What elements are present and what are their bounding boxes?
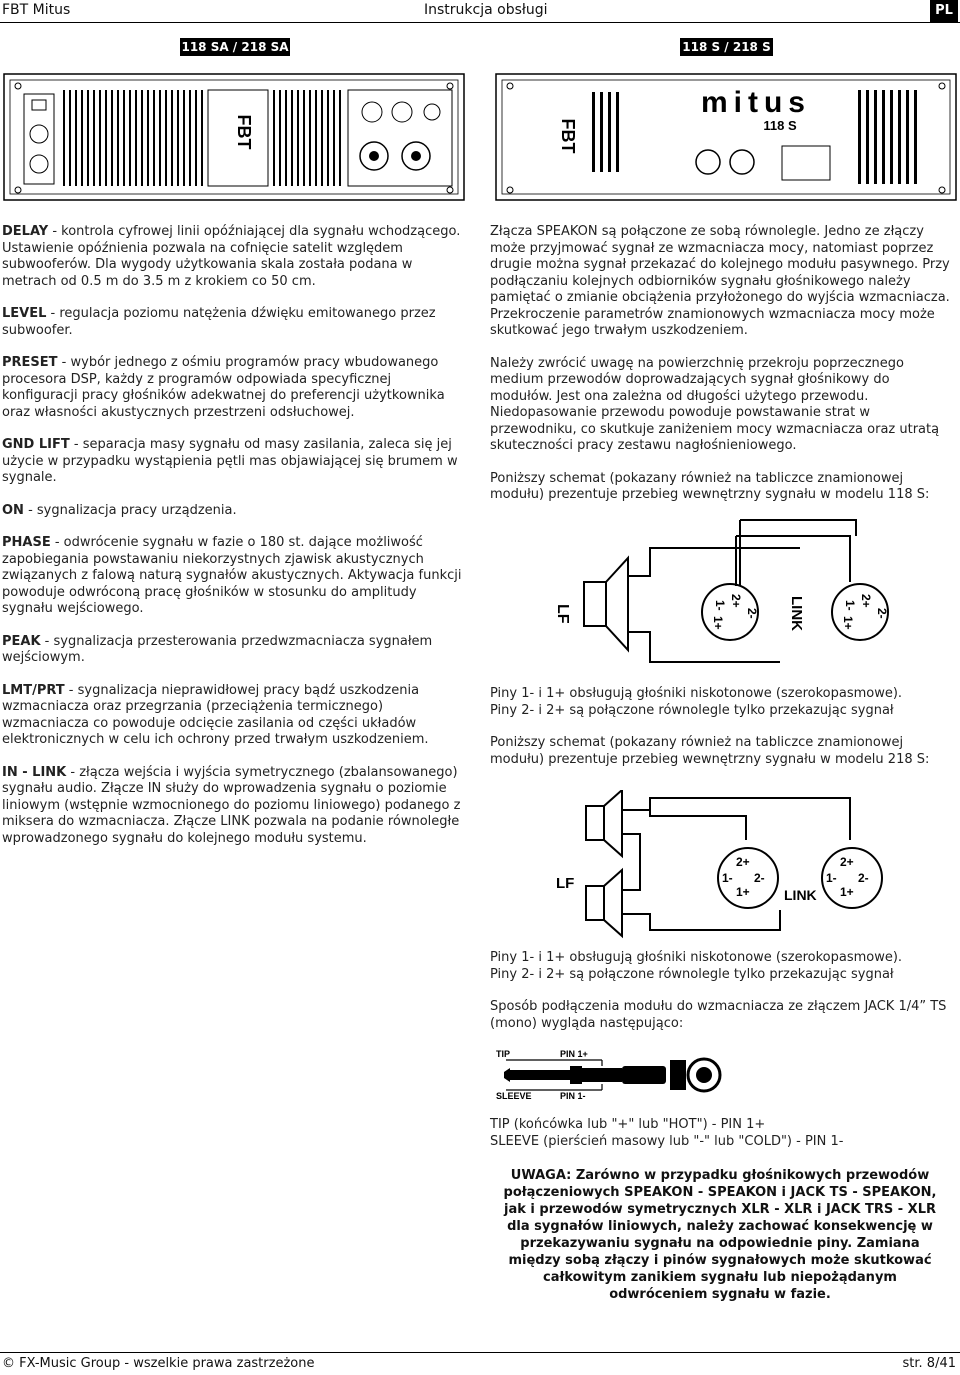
svg-text:1-: 1- <box>826 871 837 885</box>
footer-page-number: str. 8/41 <box>902 1356 956 1371</box>
right-column <box>490 224 952 520</box>
svg-text:1-: 1- <box>713 600 727 611</box>
link-label: LINK <box>788 596 805 631</box>
svg-text:2-: 2- <box>754 871 765 885</box>
rear-panel-illustration <box>2 72 958 204</box>
cable-paragraph: Należy zwrócić uwagę na powierzchnię przekroju poprzecznego medium przewodów doprowadzających sygnał głośnikowy do modułów. Jest ona zależna od długości użytego przewodu. Niedopasowanie przewodu powoduje powstawanie strat w przewodniku, co skutkuje zaniżeniem mocy wzmacniacza oraz utratą skuteczności pracy zestawu nagłośnieniowego. <box>490 355 940 453</box>
peak-paragraph: PEAK - sygnalizacja przesterowania przedwzmacniacza sygnałem wejściowym. <box>2 633 433 665</box>
jack-to-speakon-diagram <box>492 1048 732 1104</box>
svg-text:FBT: FBT <box>558 118 578 154</box>
svg-text:1+: 1+ <box>711 616 725 630</box>
svg-text:1-: 1- <box>722 871 733 885</box>
phase-paragraph: PHASE - odwrócenie sygnału w fazie o 180 st. dające możliwość zapobiegania powstawaniu niekorzystnych zjawisk akustycznych związanych z falową naturą sygnałów akustycznych. Aktywacja funkcji powoduje odwróconą pracę głośników w stosunku do amplitudy sygnału wejściowego. <box>2 535 462 616</box>
svg-text:2+: 2+ <box>840 855 854 869</box>
right-column-jack-pins <box>490 1117 952 1150</box>
wiring-diagram-118s <box>540 516 920 676</box>
svg-text:118 S: 118 S <box>763 118 797 133</box>
svg-text:1+: 1+ <box>841 616 855 630</box>
page-header <box>0 0 960 24</box>
panel-118s <box>496 74 956 200</box>
pin1m-label: PIN 1- <box>560 1091 586 1101</box>
model-tab-right: 118 S / 218 S <box>680 38 773 56</box>
speakon-paragraph: Złącza SPEAKON są połączone ze sobą równolegle. Jedno ze złączy może przyjmować sygnał ze wzmacniacza mocy, natomiast poprzez drugie można sygnał przekazać do kolejnego modułu pasywnego. Przy podłączaniu kolejnych odbiorników sygnału głośnikowego należy pamiętać o zmianie obciążenia przyłożonego do wyjścia wzmacniacza. Przekroczenie parametrów znamionowych wzmacniacza mocy może skutkować jego trwałym uszkodzeniem. <box>490 224 950 338</box>
panel-118sa <box>4 74 464 200</box>
wiring-diagram-218s <box>550 790 910 940</box>
header-brand: FBT Mitus <box>2 2 71 18</box>
svg-text:FBT: FBT <box>234 114 254 150</box>
pins-note-118s-b: Piny 2- i 2+ są połączone równolegle tylko przekazując sygnał <box>490 702 894 718</box>
pins-note-218s-b: Piny 2- i 2+ są połączone równolegle tylko przekazując sygnał <box>490 966 894 982</box>
left-column <box>2 224 464 863</box>
footer-copyright: © FX-Music Group - wszelkie prawa zastrzeżone <box>2 1356 315 1371</box>
schema-218s-intro: Poniższy schemat (pokazany również na tabliczce znamionowej modułu) prezentuje przebieg wewnętrzny sygnału w modelu 218 S: <box>490 735 930 767</box>
level-paragraph: LEVEL - regulacja poziomu natężenia dźwięku emitowanego przez subwoofer. <box>2 306 436 338</box>
svg-text:1+: 1+ <box>840 885 854 899</box>
lf-label-2: LF <box>556 875 575 892</box>
schema-118s-intro: Poniższy schemat (pokazany również na tabliczce znamionowej modułu) prezentuje przebieg wewnętrzny sygnału w modelu 118 S: <box>490 470 930 502</box>
footer-divider <box>0 1352 960 1353</box>
on-paragraph: ON - sygnalizacja pracy urządzenia. <box>2 502 237 518</box>
lf-label: LF <box>554 604 571 624</box>
svg-text:2+: 2+ <box>736 855 750 869</box>
pin1p-label: PIN 1+ <box>560 1049 588 1059</box>
pins-note-118s-a: Piny 1- i 1+ obsługują głośniki niskotonowe (szerokopasmowe). <box>490 686 903 701</box>
svg-text:2-: 2- <box>875 608 889 619</box>
svg-text:2+: 2+ <box>859 594 873 608</box>
language-badge: PL <box>930 0 958 22</box>
svg-text:2-: 2- <box>858 871 869 885</box>
svg-text:1+: 1+ <box>736 885 750 899</box>
right-column-mid <box>490 686 952 784</box>
svg-text:1-: 1- <box>843 600 857 611</box>
svg-text:mitus: mitus <box>700 86 812 119</box>
pins-note-218s-a: Piny 1- i 1+ obsługują głośniki niskotonowe (szerokopasmowe). <box>490 950 903 965</box>
sleeve-pin-note: SLEEVE (pierścień masowy lub "-" lub "COLD") - PIN 1- <box>490 1133 844 1149</box>
right-column-lower <box>490 950 952 1048</box>
header-divider <box>0 22 960 23</box>
sleeve-label: SLEEVE <box>496 1091 532 1101</box>
header-document-title: Instrukcja obsługi <box>424 2 548 18</box>
svg-text:2+: 2+ <box>729 594 743 608</box>
svg-text:2-: 2- <box>745 608 759 619</box>
jack-intro: Sposób podłączenia modułu do wzmacniacza ze złączem JACK 1/4” TS (mono) wygląda następująco: <box>490 999 947 1031</box>
preset-paragraph: PRESET - wybór jednego z ośmiu programów pracy wbudowanego procesora DSP, każdy z programów odpowiada specyficznej konfiguracji pracy głośników adekwatnej do preferencji użytkownika oraz własności akustycznych przestrzeni odsłuchowej. <box>2 355 445 420</box>
model-tab-left: 118 SA / 218 SA <box>181 40 289 54</box>
tip-label: TIP <box>496 1049 511 1059</box>
gnd-lift-paragraph: GND LIFT - separacja masy sygnału od masy zasilania, zaleca się jej użycie w przypadku wystąpienia pętli mas objawiającej się brumem w sygnale. <box>2 437 458 485</box>
lmt-prt-paragraph: LMT/PRT - sygnalizacja nieprawidłowej pracy bądź uszkodzenia wzmacniacza oraz przegrzania (przeciążenia termicznego) wzmacniacza co powoduje odcięcie zasilania od części układów elektronicznych w celu ich ochrony przed trwałym uszkodzeniem. <box>2 682 429 747</box>
link-label-2: LINK <box>784 887 817 903</box>
delay-paragraph: DELAY - kontrola cyfrowej linii opóźniającej dla sygnału wchodzącego. Ustawienie opóźnienia pozwala na cofnięcie satelit względem subwooferów. Dla wygody użytkowania skala została podana w metrach od 0.5 m do 3.5 m z krokiem co 50 cm. <box>2 224 461 289</box>
warning-note: UWAGA: Zarówno w przypadku głośnikowych przewodów połączeniowych SPEAKON - SPEAKON i JACK TS - SPEAKON, jak i przewodów symetrycznych XLR - XLR i JACK TRS - XLR dla sygnałów liniowych, należy zachować konsekwencję w przekazywaniu sygnału na odpowiednie piny. Zamiana między sobą złączy i pinów sygnałowych może skutkować całkowitym zanikiem sygnału lub niepożądanym odwróceniem sygnału w fazie. <box>503 1168 937 1302</box>
in-link-paragraph: IN - LINK - złącza wejścia i wyjścia symetrycznego (zbalansowanego) sygnału audio. Złącze IN służy do wprowadzenia sygnału o poziomie liniowym (wstępnie wzmocnionego do poziomu liniowego) podanego z miksera do wzmacniacza. Złącze LINK pozwala na podanie równoległe wprowadzonego sygnału do kolejnego modułu systemu. <box>2 764 461 846</box>
tip-pin-note: TIP (końcówka lub "+" lub "HOT") - PIN 1+ <box>490 1117 766 1132</box>
